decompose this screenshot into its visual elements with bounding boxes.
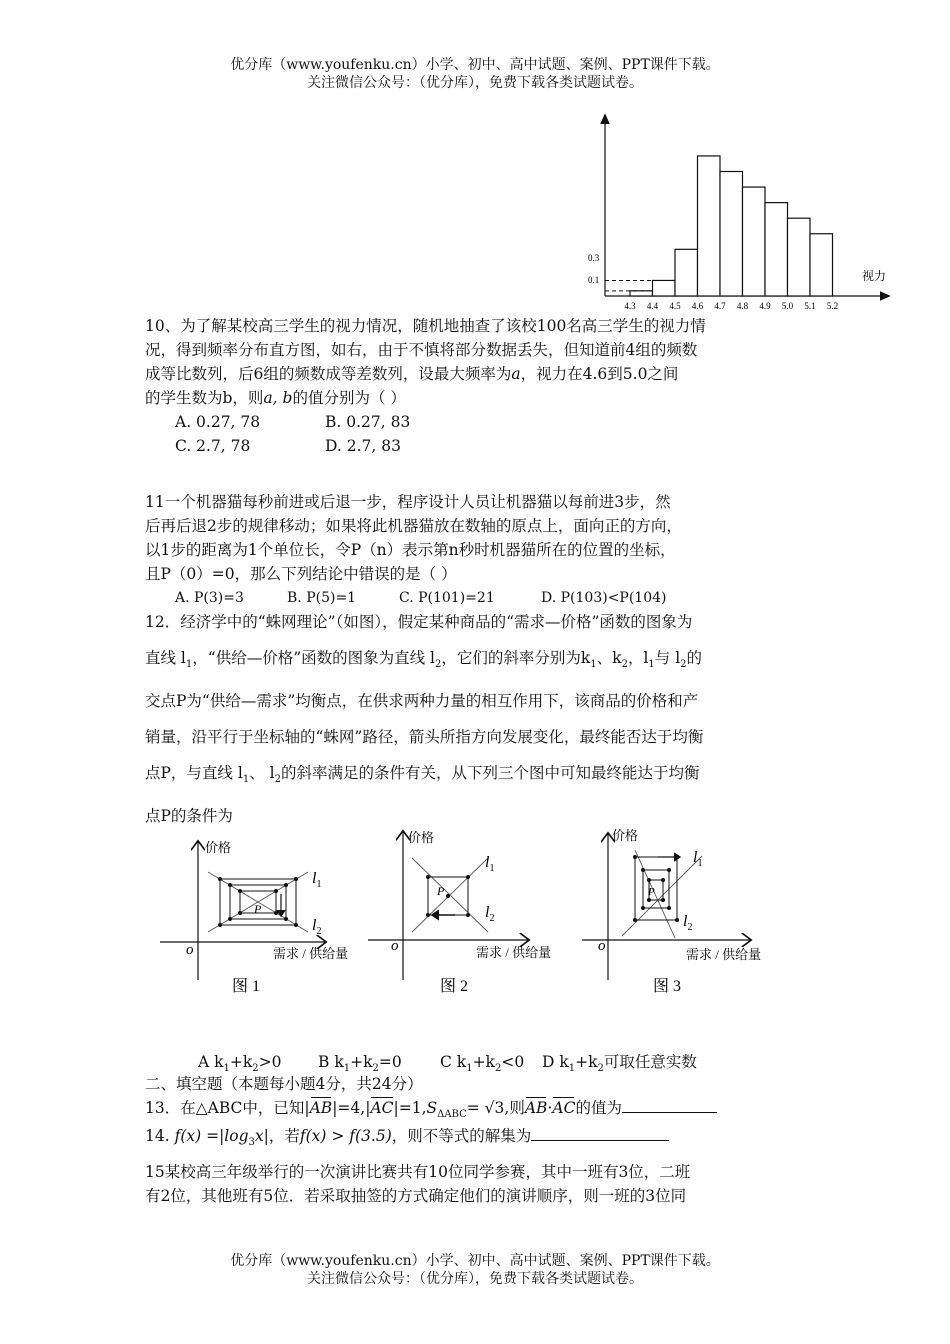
q10-text: ，视力在4.6到5.0之间 [520, 365, 679, 383]
q10-text: 的学生数为b，则 [145, 389, 264, 407]
q10-option-d: D. 2.7, 83 [325, 437, 401, 455]
label-l2: $l_2$ [485, 904, 495, 924]
q10-option-a: A. 0.27, 78 [175, 413, 261, 431]
question-13 [145, 1096, 825, 1127]
q11-option-d: D. P(103)<P(104) [541, 590, 667, 606]
q14-inequality: f(x) > f(3.5) [299, 1127, 392, 1145]
q11-option-c: C. P(101)=21 [399, 590, 495, 606]
figure-caption: 图 1 [232, 978, 261, 995]
subscript: 2 [435, 659, 442, 671]
q12-line: 销量，沿平行于坐标轴的“蛛网”路径，箭头所指方向发展变化，最终能否达于均衡 [145, 728, 704, 747]
subscript: 1 [185, 659, 193, 671]
cobweb-figure-3 [582, 828, 761, 995]
x-tick-label: 4.5 [669, 301, 681, 310]
point-p-label: P [648, 886, 655, 898]
subscript: ΔABC [437, 1109, 467, 1121]
q10-line: 10、为了解某校高三学生的视力情况，随机地抽查了该校100名高三学生的视力情 [145, 317, 706, 335]
question-15 [145, 1160, 825, 1208]
histogram-bar [630, 291, 653, 296]
q10-line [145, 362, 825, 386]
cobweb-path [635, 857, 677, 920]
q11-option-b: B. P(5)=1 [287, 590, 357, 606]
x-tick-label: 4.8 [736, 301, 749, 310]
x-tick-label: 4.4 [646, 301, 659, 310]
axis-x-label: 需求 / 供给量 [273, 946, 349, 961]
q13-text: = √3,则 [466, 1099, 525, 1117]
x-tick-label: 4.9 [759, 301, 771, 310]
q14-function: x| [254, 1127, 269, 1145]
question-12 [145, 604, 825, 834]
x-tick-label: 4.3 [624, 301, 636, 310]
q12-text: 、 l [249, 764, 275, 783]
subscript: 1 [648, 659, 655, 671]
figure-caption: 图 3 [653, 978, 682, 995]
q12-text: 、k [596, 649, 622, 667]
dot-operator: · [547, 1099, 553, 1117]
x-tick-label: 4.6 [691, 301, 704, 310]
histogram-bar [675, 249, 698, 296]
q14-text: ，若 [268, 1127, 300, 1145]
area-symbol: S [426, 1099, 438, 1117]
origin-label: o [598, 938, 606, 954]
q12-text: 与 l [654, 649, 681, 667]
question-14 [145, 1124, 825, 1155]
q10-option-b: B. 0.27, 83 [325, 413, 411, 431]
y-tick-label: 0.3 [588, 253, 600, 263]
points [426, 875, 470, 917]
q15-line: 有2位，其他班有5位．若采取抽签的方式确定他们的演讲顺序，则一班的3位同 [145, 1187, 687, 1205]
page-footer [0, 1252, 950, 1288]
axis-x-label: 需求 / 供给量 [686, 947, 762, 962]
point-p-label: P [254, 902, 262, 916]
q12-line [145, 755, 825, 798]
q15-line: 15某校高三年级举行的一次演讲比赛共有10位同学参赛，其中一班有3位，二班 [145, 1163, 691, 1181]
origin-label: o [186, 942, 194, 958]
origin-label: o [391, 938, 399, 954]
axis-x-label: 需求 / 供给量 [476, 945, 552, 960]
q11-line: 且P（0）=0，那么下列结论中错误的是（ ） [145, 565, 457, 583]
answer-blank[interactable] [622, 1112, 717, 1113]
q10-options-row [145, 410, 825, 434]
vector-ac: AC [552, 1096, 575, 1120]
q12-text: 的 [686, 649, 703, 667]
histogram-bar [653, 280, 676, 296]
q12-option-c: C $k_1+k_2<0$ [440, 1053, 525, 1075]
q12-text: 点P，与直线 l [145, 764, 243, 783]
q13-text: 的值为 [575, 1099, 622, 1117]
q12-line [145, 640, 825, 683]
question-11 [145, 490, 825, 610]
q10-line [145, 386, 825, 410]
q11-line: 以1步的距离为1个单位长，令P（n）表示第n秒时机器猫所在的位置的坐标， [145, 541, 676, 559]
label-l1: $l_1$ [693, 849, 703, 869]
q11-line: 11一个机器猫每秒前进或后退一步，程序设计人员让机器猫以每前进3步，然 [145, 493, 671, 511]
answer-blank[interactable] [531, 1140, 669, 1141]
price-label: 价格 [205, 840, 232, 855]
point-p-label: P [437, 884, 445, 898]
q12-option-b: B $k_1+k_2=0$ [318, 1053, 402, 1075]
x-tick-label: 5.0 [781, 301, 794, 310]
histogram-bar [810, 234, 833, 296]
q12-option-a: A $k_1+k_2>0$ [198, 1053, 282, 1075]
q11-option-a: A. P(3)=3 [175, 590, 244, 606]
x-tick-label: 4.7 [714, 301, 726, 310]
vector-ac: AC [370, 1096, 393, 1120]
footer-line-1: 优分库（www.youfenku.cn）小学、初中、高中试题、案例、PPT课件下载。 [230, 1253, 720, 1269]
y-tick-label: 0.1 [588, 275, 600, 285]
footer-line-2: 关注微信公众号：（优分库），免费下载各类试题试卷。 [307, 1271, 643, 1287]
subscript: 1 [590, 659, 597, 671]
q10-var-a: a [511, 365, 521, 383]
q10-text: 的值分别为（ ） [292, 389, 406, 407]
header-line-1: 优分库（www.youfenku.cn）小学、初中、高中试题、案例、PPT课件下载。 [230, 57, 720, 73]
histogram-bar [765, 203, 788, 296]
label-l1: $l_1$ [485, 854, 495, 874]
x-tick-label: 5.1 [804, 301, 816, 310]
histogram-bar [698, 156, 721, 296]
subscript: 1 [242, 774, 250, 786]
figure-caption: 图 2 [440, 978, 469, 995]
histogram-bar [743, 187, 766, 296]
q11-line: 后再后退2步的规律移动；如果将此机器猫放在数轴的原点上，面向正的方向， [145, 517, 682, 535]
vector-ab: AB [525, 1096, 548, 1120]
q10-option-c: C. 2.7, 78 [175, 437, 251, 455]
q12-text: 直线 l [145, 649, 186, 667]
label-l2: $l_2$ [312, 917, 322, 937]
price-label: 价格 [408, 830, 435, 845]
q10-text: 成等比数列，后6组的频数成等差数列，设最大频率为 [145, 365, 512, 383]
q12-text: ，“供给—价格”函数的图象为直线 l [192, 649, 435, 667]
label-l2: $l_2$ [683, 913, 693, 933]
q12-text: ，l [627, 649, 649, 667]
q12-text: ，它们的斜率分别为k [441, 649, 591, 667]
q14-text: 14. [145, 1127, 170, 1145]
q10-line: 况，得到频率分布直方图，如右，由于不慎将部分数据丢失，但知道前4组的频数 [145, 341, 698, 359]
page-header [0, 56, 950, 92]
x-tick-label: 5.2 [826, 301, 839, 310]
subscript: 2 [680, 659, 687, 671]
points [633, 855, 679, 922]
q12-line: 12．经济学中的“蛛网理论”（如图），假定某种商品的“需求—价格”函数的图象为 [145, 613, 693, 631]
section-2-title: 二、填空题（本题每小题4分，共24分） [145, 1075, 423, 1093]
price-label: 价格 [612, 828, 639, 843]
subscript: 2 [621, 659, 628, 671]
q12-line: 点P的条件为 [145, 807, 233, 826]
q12-text: 的斜率满足的条件有关，从下列三个图中可知最终能达于均衡 [280, 764, 700, 783]
q13-text: |=4,| [332, 1099, 371, 1117]
q14-function: f(x) =|log [174, 1127, 249, 1145]
subscript: 2 [274, 774, 281, 786]
x-axis-label: 视力 [862, 269, 887, 283]
q10-vars: a, b [263, 389, 293, 407]
q12-line: 交点P为“供给—需求”均衡点，在供求两种力量的相互作用下，该商品的价格和产 [145, 692, 699, 711]
q13-text: |=1, [393, 1099, 427, 1117]
subscript: 3 [248, 1137, 255, 1149]
q13-text: 13．在△ABC中，已知| [145, 1099, 310, 1117]
q14-text: ，则不等式的解集为 [391, 1127, 532, 1145]
histogram-bar [720, 172, 743, 297]
cobweb-figure-1 [160, 840, 348, 995]
question-10 [145, 314, 825, 458]
vector-ab: AB [310, 1096, 333, 1120]
label-l1: $l_1$ [312, 870, 322, 890]
histogram-chart [580, 110, 900, 310]
header-line-2: 关注微信公众号：（优分库），免费下载各类试题试卷。 [307, 75, 643, 91]
cobweb-figure-2 [368, 830, 551, 995]
histogram-bar [788, 218, 811, 296]
q12-option-d: D $k_1+k_2$可取任意实数 [542, 1053, 697, 1075]
q10-options-row [145, 434, 825, 458]
cobweb-figures [150, 820, 790, 1000]
